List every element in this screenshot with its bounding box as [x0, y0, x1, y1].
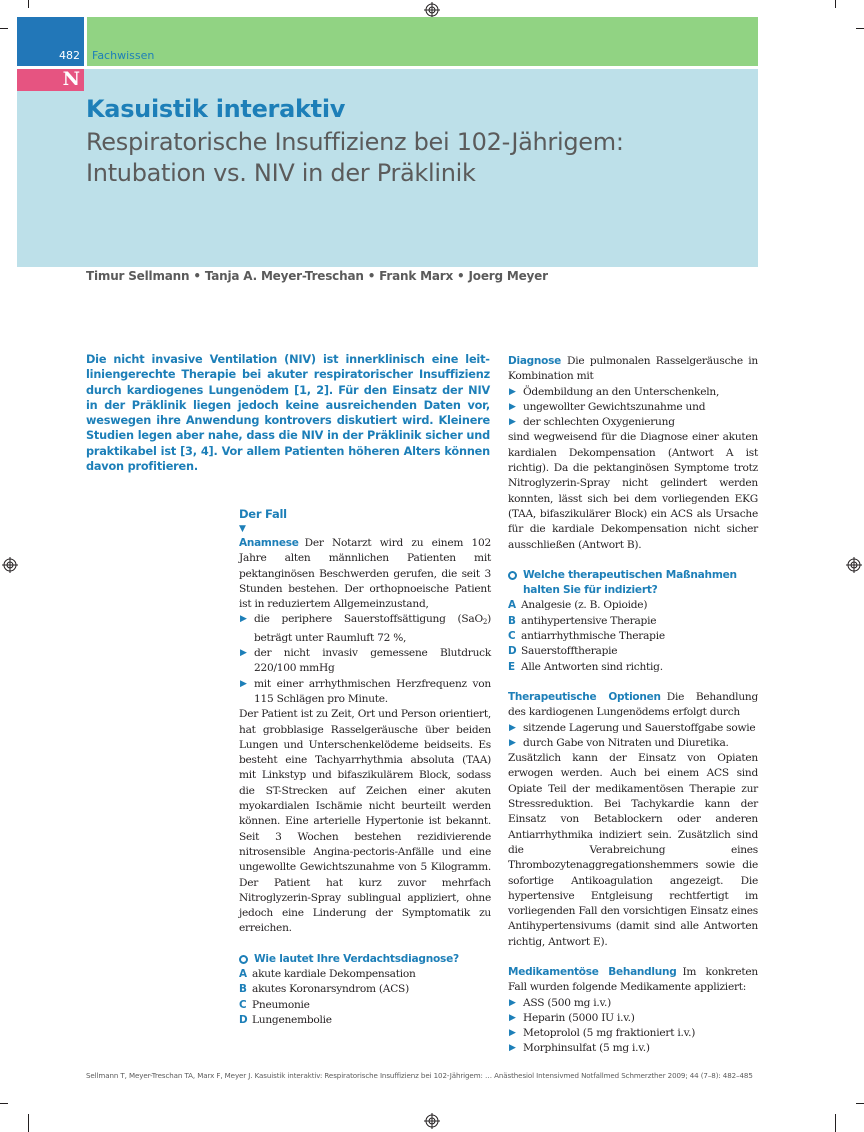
list-item [508, 400, 758, 415]
therapy-intro: Die Behandlung des kardiogenen Lungenödems erfolgt durch [508, 690, 758, 719]
diagnosis-paragraph [508, 354, 758, 385]
vitals-list [239, 612, 491, 707]
title-box [17, 69, 758, 267]
bullet-text: ASS (500 mg i.v.) [523, 996, 611, 1009]
spacer [508, 950, 758, 965]
circle-icon [508, 571, 517, 580]
bullet-text: die periphere Sauerstoffsättigung (SaO [254, 613, 483, 626]
answer-letter: D [508, 645, 517, 658]
answer-letter: C [508, 630, 516, 643]
answer-list-2 [508, 598, 758, 674]
category-badge-letter: N [62, 68, 80, 90]
registration-mark-icon [2, 557, 18, 573]
medication-label: Medikamentöse Behandlung [508, 965, 677, 978]
bullet-text: der nicht invasiv gemessene Blutdruck 220/100 mmHg [254, 647, 491, 675]
answer-letter: E [508, 660, 515, 673]
diagnosis-intro: Die pulmonalen Rasselgeräusche in Kombination mit [508, 355, 758, 383]
registration-mark-icon [424, 1113, 440, 1129]
answer-option [239, 967, 491, 982]
bullet-text: der schlechten Oxygenierung [523, 416, 675, 429]
triangle-right-icon: ▶ [509, 386, 516, 397]
answer-text: Pneumonie [252, 998, 310, 1011]
case-column [239, 507, 491, 1028]
answer-letter: C [239, 998, 247, 1011]
answer-text: antihypertensive Therapie [521, 614, 657, 627]
list-item [508, 415, 758, 430]
page-number-box [17, 17, 84, 66]
list-item [508, 996, 758, 1011]
answer-letter: B [239, 983, 247, 996]
bullet-text: Metoprolol (5 mg fraktioniert i.v.) [523, 1027, 696, 1040]
list-item [239, 677, 491, 708]
crop-mark [856, 28, 864, 29]
list-item [508, 736, 758, 751]
answer-text: Lungenembolie [252, 1013, 332, 1026]
diagnosis-list [508, 385, 758, 431]
triangle-right-icon: ▶ [509, 1028, 516, 1039]
list-item [239, 646, 491, 677]
right-column [508, 354, 758, 1057]
bullet-text: mit einer arrhythmischen Herzfrequenz von 115 Schlägen pro Minute. [254, 677, 491, 705]
triangle-right-icon: ▶ [240, 678, 247, 689]
subscript: 2 [482, 618, 488, 627]
citation-footer: Sellmann T, Meyer-Treschan TA, Marx F, Meyer J. Kasuistik interaktiv: Respiratorische Insuffizienz bei 102-Jährigem: … Anästhesiol Intensivmed Notfallmed Schmerzther 2009; 44 (7–8): 482–485 [86, 1071, 753, 1080]
triangle-right-icon: ▶ [509, 417, 516, 428]
answer-letter: A [239, 968, 247, 981]
category-badge [17, 69, 84, 91]
triangle-right-icon: ▶ [509, 1012, 516, 1023]
list-item [508, 1041, 758, 1056]
list-item [508, 721, 758, 736]
medication-list [508, 996, 758, 1057]
author-separator: • [367, 269, 376, 283]
bullet-text: ungewollter Gewichtszunahme und [523, 400, 706, 413]
list-item [508, 1011, 758, 1026]
page-number: 482 [59, 49, 80, 62]
triangle-right-icon: ▶ [240, 614, 247, 625]
answer-option [508, 660, 758, 675]
spacer [508, 675, 758, 690]
list-item [239, 612, 491, 646]
author-separator: • [193, 269, 201, 283]
answer-list-1 [239, 967, 491, 1028]
crop-mark [856, 1103, 864, 1104]
case-continuation: Der Patient ist zu Zeit, Ort und Person orientiert, hat grobblasige Rasselgeräusche über beiden Lungen und Unterschenkelödeme beidseits. Es besteht eine Tachyarrhythmia absoluta (TAA) mit Linkstyp und bifaszikulärem Block, sodass die ST-Strecken auf Zeichen einer akuten myokardialen Ischämie nicht beurteilt werden können. Eine arterielle Hypertonie ist bekannt. Seit 3 Wochen bestehen rezidivierende nitrosensible Angina-pectoris-Anfälle und eine ungewollte Gewichtszunahme von 5 Kilogramm. Der Patient hat kurz zuvor mehrfach Nitroglyzerin-Spray sublingual appliziert, ohne jedoch eine Linderung der Symptomatik zu erreichen. [239, 708, 491, 935]
answer-option [239, 1013, 491, 1028]
bullet-text: ) beträgt unter Raumluft 72 %, [254, 613, 491, 644]
bullet-text: durch Gabe von Nitraten und Diuretika. [523, 736, 729, 749]
diagnosis-label: Diagnose [508, 355, 561, 367]
triangle-right-icon: ▶ [509, 1043, 516, 1054]
author-list [86, 269, 548, 283]
section-bar [87, 17, 758, 66]
section-label: Fachwissen [92, 49, 155, 62]
diagnosis-text: sind wegweisend für die Diagnose einer akuten kardialen Dekompensation (Antwort A ist richtig). Da die pektanginösen Symptome trotz Nitroglyzerin-Spray nicht gelindert werden konnten, lässt sich bei dem vorliegenden EKG (TAA, bifaszikulärer Block) ein ACS als Ursache für die kardiale Dekompensation nicht sicher ausschließen (Antwort B). [508, 431, 758, 551]
medication-intro: Im konkreten Fall wurden folgende Medikamente appliziert: [508, 965, 758, 994]
author: Tanja A. Meyer-Treschan [204, 269, 364, 283]
author: Joerg Meyer [468, 269, 548, 283]
author: Timur Sellmann [86, 269, 190, 283]
answer-text: Analgesie (z. B. Opioide) [521, 599, 648, 612]
answer-letter: B [508, 614, 516, 627]
crop-mark [28, 1114, 29, 1132]
answer-letter: D [239, 1013, 248, 1026]
answer-text: antiarrhythmische Therapie [521, 630, 665, 643]
answer-letter: A [508, 599, 516, 612]
answer-option [239, 982, 491, 997]
answer-option [508, 644, 758, 659]
spacer [239, 937, 491, 952]
question-1 [239, 952, 491, 967]
answer-text: akutes Koronarsyndrom (ACS) [252, 983, 409, 996]
question-2 [508, 568, 758, 599]
bullet-text: Ödembildung an den Unterschenkeln, [523, 385, 720, 398]
question-text: Welche therapeutischen Maßnahmen halten Sie für indiziert? [523, 568, 737, 597]
medication-paragraph [508, 965, 758, 996]
answer-option [508, 629, 758, 644]
therapy-list [508, 721, 758, 752]
answer-option [239, 998, 491, 1013]
triangle-right-icon: ▶ [509, 997, 516, 1008]
circle-icon [239, 955, 248, 964]
abstract: Die nicht invasive Ventilation (NIV) ist innerklinisch eine leitliniengerechte Therapie bei akuter respiratorischer Insuffizienz durch kardiogenes Lungenödem [1, 2]. Für den Einsatz der NIV in der Präklinik liegen jedoch keine ausreichenden Daten vor, weswegen ihre Anwendung kontrovers diskutiert wird. Kleinere Studien legen aber nahe, dass die NIV in der Präklinik sicher und praktikabel ist [3, 4]. Vor allem Patienten höheren Alters können davon profitieren. [86, 353, 490, 474]
answer-text: Sauerstofftherapie [521, 645, 618, 658]
anamnese-text: Der Notarzt wird zu einem 102 Jahre alten männlichen Patienten mit pektanginösen Beschwerden gerufen, die seit 3 Stunden bestehen. Der orthopnoeische Patient ist in reduziertem Allgemeinzustand, [239, 537, 491, 611]
article-title: Kasuistik interaktiv [86, 95, 346, 123]
list-item [508, 385, 758, 400]
answer-text: Alle Antworten sind richtig. [521, 660, 663, 673]
registration-mark-icon [424, 2, 440, 18]
therapy-text: Zusätzlich kann der Einsatz von Opiaten erwogen werden. Auch bei einem ACS sind Opiate Teil der medikamentösen Therapie zur Stressreduktion. Bei Tachykardie kann der Einsatz von Betablockern oder anderen Antiarrhythmika indiziert sein. Zusätzlich sind die Verabreichung eines Thrombozytenaggregationshemmers sowie die sofortige Antikoagulation angezeigt. Die hypertensive Entgleisung rechtfertigt im vorliegenden Fall den vorsichtigen Einsatz eines Antihypertensivums (damit sind alle Antworten richtig, Antwort E). [508, 752, 758, 948]
anamnese-label: Anamnese [239, 537, 299, 549]
crop-mark [28, 0, 29, 8]
bullet-text: Morphinsulfat (5 mg i.v.) [523, 1042, 650, 1055]
triangle-down-icon: ▼ [239, 524, 246, 534]
answer-text: akute kardiale Dekompensation [252, 968, 416, 981]
therapy-label: Therapeutische Optionen [508, 690, 661, 703]
bullet-text: sitzende Lagerung und Sauerstoffgabe sowie [523, 721, 756, 734]
question-text: Wie lautet Ihre Verdachtsdiagnose? [254, 952, 459, 965]
triangle-right-icon: ▶ [509, 722, 516, 733]
article-subtitle: Respiratorische Insuffizienz bei 102-Jährigem: Intubation vs. NIV in der Präklinik [86, 128, 624, 187]
crop-mark [835, 1114, 836, 1132]
answer-option [508, 598, 758, 613]
spacer [508, 553, 758, 568]
triangle-right-icon: ▶ [240, 648, 247, 659]
author: Frank Marx [379, 269, 454, 283]
anamnese-paragraph [239, 536, 491, 612]
bullet-text: Heparin (5000 IU i.v.) [523, 1011, 635, 1024]
crop-mark [0, 1103, 8, 1104]
crop-mark [835, 0, 836, 8]
list-item [508, 1026, 758, 1041]
therapy-paragraph [508, 690, 758, 721]
crop-mark [0, 28, 8, 29]
triangle-right-icon: ▶ [509, 401, 516, 412]
author-separator: • [457, 269, 465, 283]
case-heading: Der Fall [239, 507, 287, 521]
triangle-right-icon: ▶ [509, 737, 516, 748]
answer-option [508, 614, 758, 629]
registration-mark-icon [846, 557, 862, 573]
